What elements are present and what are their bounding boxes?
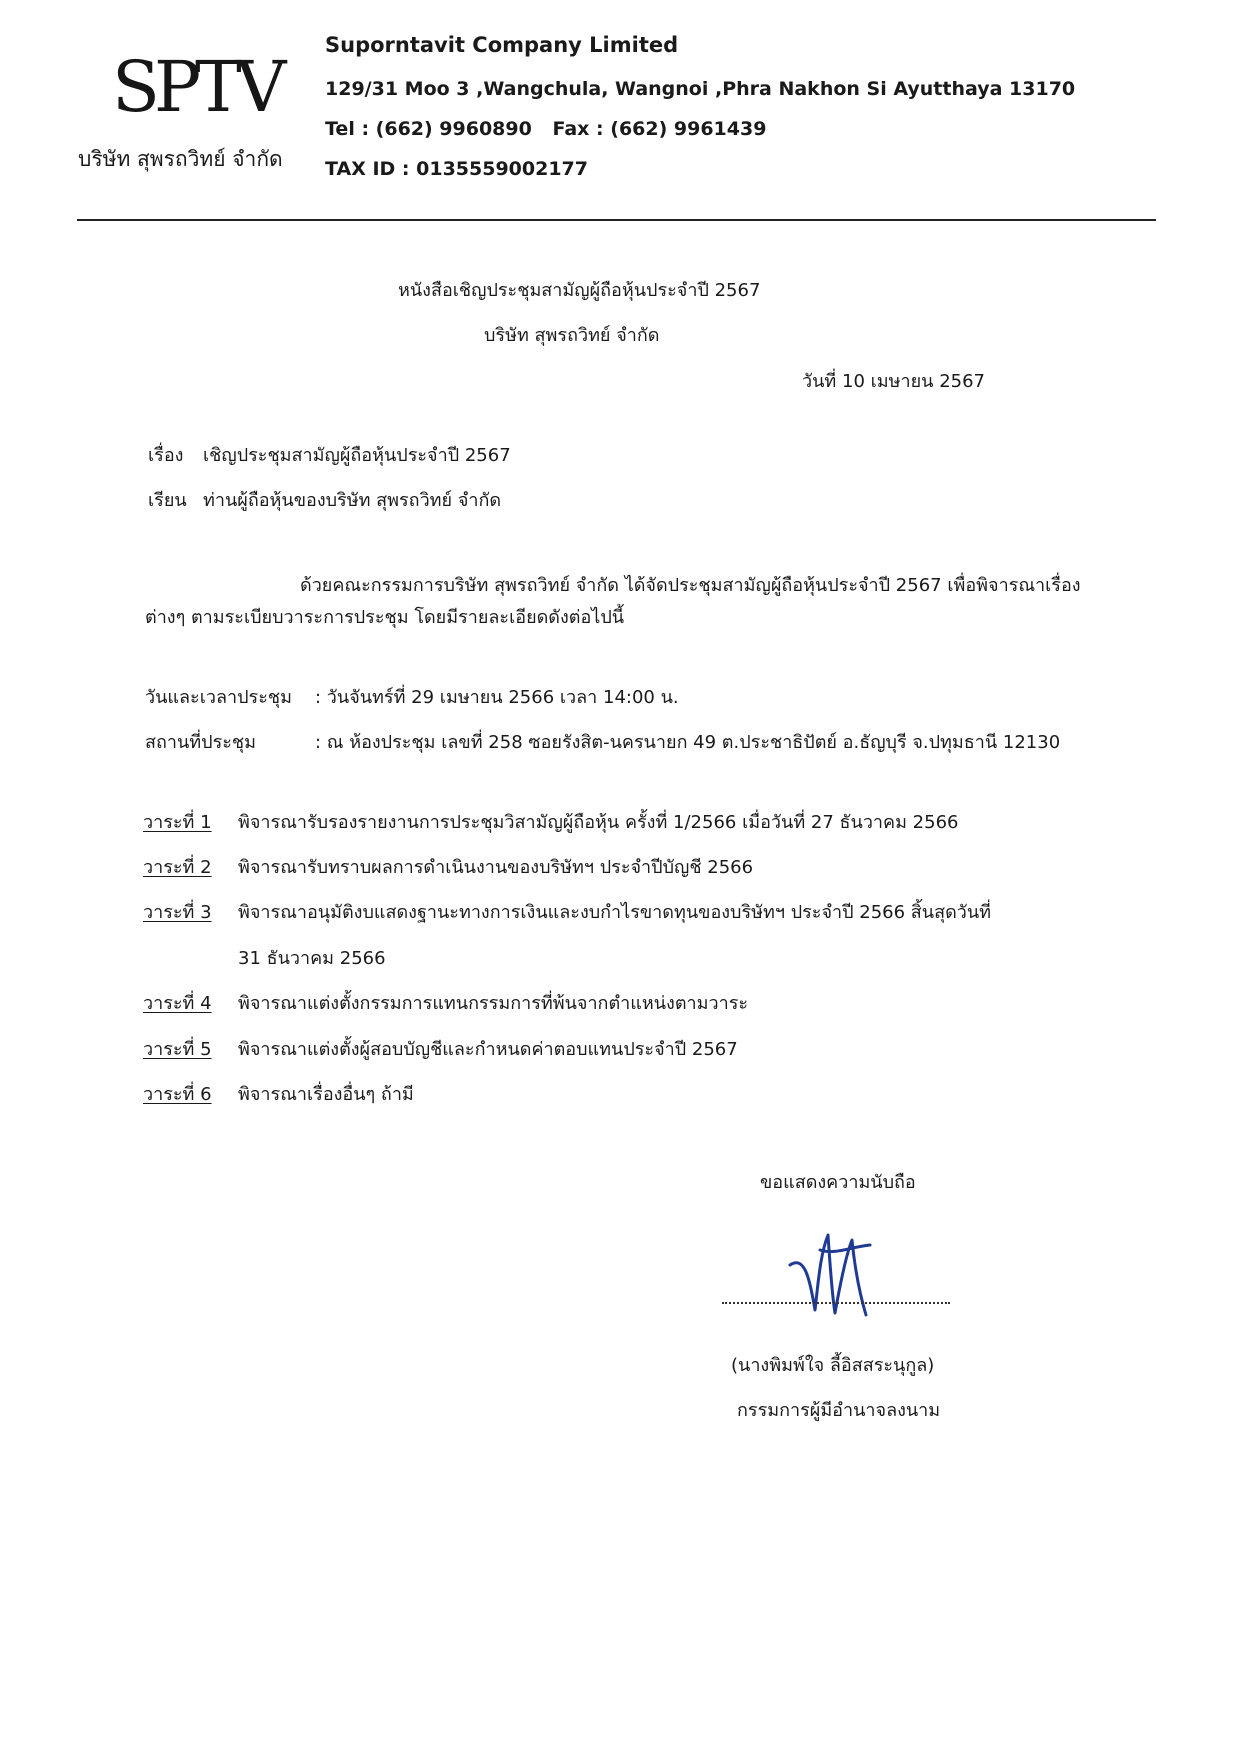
meeting-time-value: : วันจันทร์ที่ 29 เมษายน 2566 เวลา 14:00 น.: [315, 687, 679, 708]
document-title: หนังสือเชิญประชุมสามัญผู้ถือหุ้นประจำปี 2567: [398, 280, 761, 301]
agenda-label-2: วาระที่ 2: [143, 857, 212, 878]
agenda-label-4: วาระที่ 4: [143, 993, 212, 1014]
addressee-label: เรียน: [148, 490, 187, 511]
letterhead-divider: [77, 219, 1156, 221]
addressee-text: ท่านผู้ถือหุ้นของบริษัท สุพรถวิทย์ จำกัด: [203, 490, 502, 511]
agenda-text-5: พิจารณาแต่งตั้งผู้สอบบัญชีและกำหนดค่าตอบแทนประจำปี 2567: [238, 1039, 738, 1060]
meeting-time-label: วันและเวลาประชุม: [145, 687, 292, 708]
body-paragraph-line-1: ด้วยคณะกรรมการบริษัท สุพรถวิทย์ จำกัด ได้จัดประชุมสามัญผู้ถือหุ้นประจำปี 2567 เพื่อพิจารณาเรื่อง: [300, 575, 1081, 596]
meeting-place-value: : ณ ห้องประชุม เลขที่ 258 ซอยรังสิต-นครนายก 49 ต.ประชาธิปัตย์ อ.ธัญบุรี จ.ปทุมธานี 12130: [315, 732, 1061, 753]
handwritten-signature: [780, 1225, 890, 1320]
subject-label: เรื่อง: [148, 445, 184, 466]
company-name: Suporntavit Company Limited: [325, 33, 679, 57]
agenda-label-5: วาระที่ 5: [143, 1039, 212, 1060]
agenda-text-2: พิจารณารับทราบผลการดำเนินงานของบริษัทฯ ประจำปีบัญชี 2566: [238, 857, 754, 878]
agenda-text-1: พิจารณารับรองรายงานการประชุมวิสามัญผู้ถือหุ้น ครั้งที่ 1/2566 เมื่อวันที่ 27 ธันวาคม 2566: [238, 812, 959, 833]
agenda-label-1: วาระที่ 1: [143, 812, 212, 833]
agenda-text-3-continued: 31 ธันวาคม 2566: [238, 948, 386, 969]
subject-text: เชิญประชุมสามัญผู้ถือหุ้นประจำปี 2567: [203, 445, 511, 466]
agenda-text-4: พิจารณาแต่งตั้งกรรมการแทนกรรมการที่พ้นจากตำแหน่งตามวาระ: [238, 993, 749, 1014]
company-logo: SPTV: [112, 46, 281, 128]
document-date: วันที่ 10 เมษายน 2567: [802, 371, 985, 392]
company-thai-name: บริษัท สุพรถวิทย์ จำกัด: [78, 147, 283, 171]
company-tax-id: TAX ID : 0135559002177: [325, 158, 588, 180]
signer-title: กรรมการผู้มีอำนาจลงนาม: [737, 1400, 941, 1421]
signature-line: [722, 1302, 950, 1304]
agenda-text-3: พิจารณาอนุมัติงบแสดงฐานะทางการเงินและงบกำไรขาดทุนของบริษัทฯ ประจำปี 2566 สิ้นสุดวันที่: [238, 902, 992, 923]
agenda-label-3: วาระที่ 3: [143, 902, 212, 923]
closing-salutation: ขอแสดงความนับถือ: [760, 1172, 916, 1193]
company-address: 129/31 Moo 3 ,Wangchula, Wangnoi ,Phra Nakhon Si Ayutthaya 13170: [325, 78, 1076, 100]
agenda-label-6: วาระที่ 6: [143, 1084, 212, 1105]
company-tel: Tel : (662) 9960890: [325, 118, 532, 140]
agenda-text-6: พิจารณาเรื่องอื่นๆ ถ้ามี: [238, 1084, 414, 1105]
document-company: บริษัท สุพรถวิทย์ จำกัด: [484, 325, 660, 346]
company-contact: [325, 118, 780, 140]
company-fax: Fax : (662) 9961439: [552, 118, 767, 140]
meeting-place-label: สถานที่ประชุม: [145, 732, 257, 753]
body-paragraph-line-2: ต่างๆ ตามระเบียบวาระการประชุม โดยมีรายละเอียดดังต่อไปนี้: [145, 607, 625, 628]
signer-name: (นางพิมพ์ใจ ลี้อิสสระนุกูล): [731, 1355, 935, 1376]
